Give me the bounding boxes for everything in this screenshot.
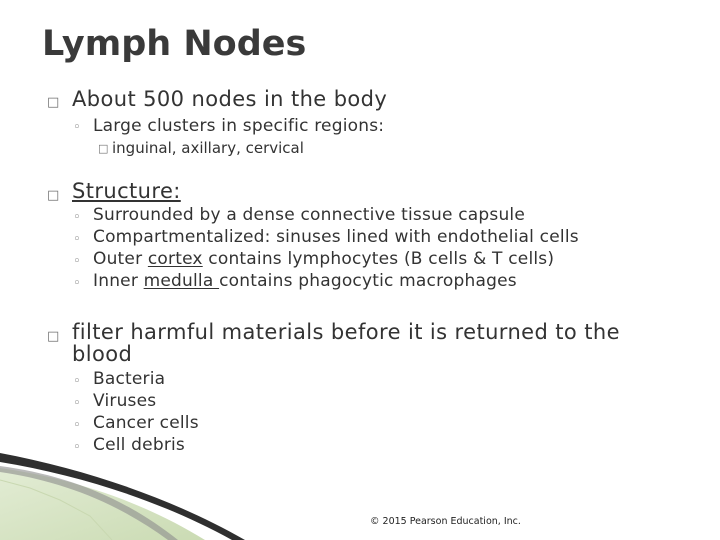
inner-suffix: contains phagocytic macrophages [219,271,517,291]
circle-bullet-icon: ◦ [73,418,81,433]
inner-prefix: Inner [93,271,144,291]
structure-outer [93,249,554,269]
structure-compartments: Compartmentalized: sinuses lined with endothelial cells [93,227,579,247]
page-title: Lymph Nodes [42,24,307,64]
outer-suffix: contains lymphocytes (B cells & T cells) [202,249,555,269]
filter-line-2: blood [72,342,133,366]
sub-bullet-clusters: Large clusters in specific regions: [93,116,385,136]
outer-prefix: Outer [93,249,148,269]
circle-bullet-icon: ◦ [73,120,81,135]
sub-sub-bullet-regions: inguinal, axillary, cervical [112,139,304,157]
square-bullet-icon: □ [98,142,109,155]
bullet-about: About 500 nodes in the body [72,87,388,111]
copyright-notice: © 2015 Pearson Education, Inc. [370,516,521,527]
circle-bullet-icon: ◦ [73,440,81,455]
structure-inner [93,271,517,291]
circle-bullet-icon: ◦ [73,232,81,247]
cortex-term: cortex [147,249,203,269]
circle-bullet-icon: ◦ [73,396,81,411]
circle-bullet-icon: ◦ [73,276,81,291]
structure-heading: Structure: [72,179,181,203]
square-bullet-icon: □ [47,188,60,203]
circle-bullet-icon: ◦ [73,210,81,225]
list-item: Bacteria [93,369,166,389]
list-item: Cancer cells [93,413,199,433]
list-item: Viruses [93,391,157,411]
structure-capsule: Surrounded by a dense connective tissue capsule [93,205,526,225]
medulla-term: medulla [143,271,220,291]
circle-bullet-icon: ◦ [73,374,81,389]
circle-bullet-icon: ◦ [73,254,81,269]
filter-line-1: filter harmful materials before it is returned to the [72,320,620,344]
square-bullet-icon: □ [47,329,60,344]
square-bullet-icon: □ [47,95,60,110]
list-item: Cell debris [93,435,185,455]
